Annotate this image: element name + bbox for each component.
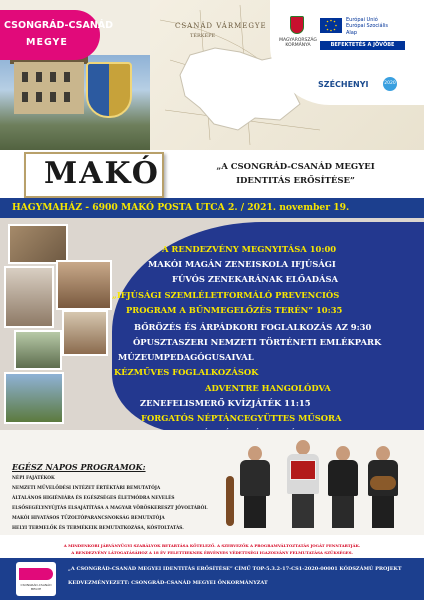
venue-address-date: HAGYMAHÁZ - 6900 MAKÓ POSTA UTCA 2. / 2021. november 19.: [12, 202, 350, 213]
event-subtitle: [188, 160, 403, 189]
gov-label: MAGYARORSZÁG KORMÁNYA: [279, 38, 317, 49]
monument-photo: [14, 330, 62, 370]
notice-line1: A MINDENKORI JÁRVÁNYÜGYI SZABÁLYOK BETARTÁSA KÖTELEZŐ. A SZERVEZŐK A PROGRAMVÁLTOZTATÁS JOGÁT FENNTARTJÁK.: [63, 543, 361, 548]
guitar-icon: [370, 476, 396, 490]
musician-head: [376, 446, 390, 461]
project-reference: „A CSONGRÁD-CSANÁD MEGYEI IDENTITÁS ERŐSÍTÉSE” CÍMŰ TOP-5.3.2-17-CS1-2020-00001 KÓDSZÁMÚ PROJEKT: [68, 566, 402, 572]
musician-legs: [372, 496, 394, 528]
program-item: KÉZMŰVES FOGLALKOZÁSOK: [114, 367, 259, 377]
all-day-item: ELSŐSEGÉLYNYÚJTÁS ELSAJÁTÍTÁSA A MAGYAR VÖRÖSKERESZT JÓVOLTÁBÓL: [12, 506, 208, 511]
musician-legs: [332, 496, 354, 528]
building-window: [64, 72, 70, 82]
event-subtitle-line1: „A CSONGRÁD-CSANÁD MEGYEI: [216, 162, 375, 172]
program-item: ZENEFELISMERŐ KVÍZJÁTÉK 11:15: [140, 398, 311, 408]
program-item: ADVENTRE HANGOLÓDVA: [205, 383, 331, 393]
eu-text-1: Európai Unió: [346, 17, 378, 23]
musician-body: [240, 460, 270, 496]
county-logo-text: CSONGRÁD-CSANÁD MEGYE: [20, 583, 52, 591]
program-item: ÓPUSZTASZERI NEMZETI TÖRTÉNETI EMLÉKPARK: [133, 337, 382, 347]
county-banner-line1: CSONGRÁD-CSANÁD: [4, 20, 114, 31]
musician-body: [328, 460, 358, 496]
header-section: [0, 0, 424, 150]
szechenyi-logo-text: SZÉCHENYI: [318, 80, 369, 89]
all-day-item: MAKÓI HIVATÁSOS TŰZOLTÓPARANCSNOKSÁG BEMUTATÓJA: [12, 516, 165, 521]
program-item: FÚVÓS ZENEKARÁNAK ELŐADÁSA: [172, 274, 339, 284]
folk-art-photo: [62, 310, 108, 356]
accordion-icon: [290, 460, 316, 480]
musician-head: [248, 446, 262, 461]
building-window: [36, 72, 42, 82]
all-day-item: HELYI TERMELŐK ÉS TERMÉKEIK BEMUTATKOZÁSA, KÓSTOLTATÁS.: [12, 526, 184, 531]
event-subtitle-line2: IDENTITÁS ERŐSÍTÉSE”: [236, 176, 355, 187]
all-day-item: ÁLTALÁNOS HIGIÉNIÁRA ÉS EGÉSZSÉGES ÉLETMÓDRA NEVELÉS: [12, 496, 175, 501]
county-banner-line2: MEGYE: [26, 37, 68, 48]
musician-legs: [292, 494, 314, 528]
statue-photo: [4, 266, 54, 328]
county-logo-icon: [19, 568, 53, 580]
program-item: BŐRÖZÉS ÉS ÁRPÁDKORI FOGLALKOZÁS AZ 9:30: [134, 322, 372, 332]
carving-photo: [56, 260, 112, 310]
musician-legs: [244, 496, 266, 528]
coat-of-arms-icon: [86, 62, 132, 118]
county-banner: [0, 10, 114, 60]
beneficiary: KEDVEZMÉNYEZETT: CSONGRÁD-CSANÁD MEGYEI ÖNKORMÁNYZAT: [68, 580, 268, 586]
program-item: MÚZEUMPEDAGÓGUSAIVAL: [118, 352, 254, 362]
musician-head: [296, 440, 310, 455]
all-day-item: NEMZETI MŰVELŐDÉSI INTÉZET ÉRTÉKTÁRI BEMUTATÓJA: [12, 486, 161, 491]
park-photo: [4, 372, 64, 424]
eu-text: [346, 17, 388, 36]
eu-text-2: Európai Szociális: [346, 23, 388, 30]
hungary-crest-icon: [290, 16, 304, 34]
program-item: PROGRAM A BŰNMEGELŐZÉS TERÉN” 10:35: [126, 305, 343, 315]
eu-flag-icon: [320, 18, 342, 33]
city-title: MAKÓ: [44, 156, 160, 191]
program-item: „IFJÚSÁGI SZEMLÉLETFORMÁLÓ PREVENCIÓS: [112, 290, 340, 300]
program-item: A RENDEZVÉNY MEGNYITÁSA 10:00: [162, 244, 337, 254]
all-day-heading: EGÉSZ NAPOS PROGRAMOK:: [12, 462, 146, 472]
szechenyi-year-icon: 2020: [383, 77, 397, 91]
double-bass-icon: [226, 476, 234, 526]
eu-slogan-bar: BEFEKTETÉS A JÖVŐBE: [320, 41, 405, 50]
craft-photo: [8, 224, 68, 264]
map-subtitle: TÉRKÉPE: [190, 33, 216, 39]
musician-head: [336, 446, 350, 461]
eu-text-3: Alap: [346, 29, 358, 36]
building-window: [64, 92, 70, 102]
town-hall-building: [14, 62, 84, 114]
map-title: CSANÁD VÁRMEGYE: [175, 22, 267, 30]
building-window: [36, 92, 42, 102]
building-window: [50, 92, 56, 102]
program-item: MAKÓI MAGÁN ZENEISKOLA IFJÚSÁGI: [148, 259, 336, 269]
building-window: [22, 92, 28, 102]
building-window: [22, 72, 28, 82]
program-item: FORGATÓS NÉPTÁNCEGYÜTTES MŰSORA: [141, 413, 342, 423]
notice-line2: A RENDEZVÉNY LÁTOGATÁSÁHOZ A 18 ÉV FELETTIEKNEK ÉRVÉNYES VÉDETTSÉGI IGAZOLVÁNY FELMUTATÁSA SZÜKSÉGES.: [71, 550, 353, 555]
footer-bar: [0, 558, 424, 600]
all-day-item: NÉPI FAJÁTÉKOK: [12, 476, 55, 481]
building-window: [50, 72, 56, 82]
